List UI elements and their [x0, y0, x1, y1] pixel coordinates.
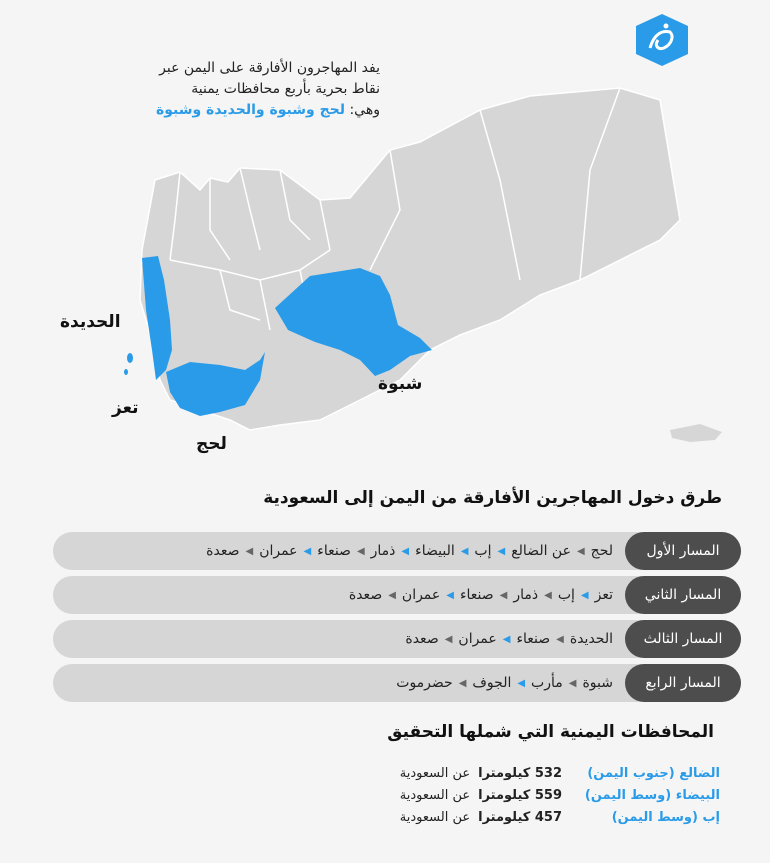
label-shabwa: شبوة: [378, 374, 423, 394]
intro-line-1: يفد المهاجرون الأفارقة على اليمن عبر: [159, 60, 380, 76]
route-stop: ذمار: [513, 587, 539, 603]
route-stop: الحديدة: [569, 631, 613, 647]
intro-line-3-prefix: وهي:: [349, 102, 380, 118]
route-stop: عمران: [401, 587, 441, 603]
route-stop: الجوف: [472, 675, 512, 691]
route-stops: [396, 664, 613, 702]
route-name: المسار الأول: [625, 532, 741, 570]
route-stops: [405, 620, 613, 658]
routes-title: طرق دخول المهاجرين الأفارقة من اليمن إلى السعودية: [263, 488, 722, 508]
route-row: [53, 576, 741, 614]
yemen-map: [60, 80, 750, 480]
label-taiz: تعز: [112, 398, 139, 418]
arrow-left-icon: ◀: [401, 545, 410, 557]
aljazeera-logo-icon: [636, 14, 688, 66]
arrow-left-icon: ◀: [303, 545, 312, 557]
governorate-name: الضالع (جنوب اليمن): [587, 765, 720, 781]
route-stop: صعدة: [348, 587, 383, 603]
intro-line-3-highlight: لحج وشبوة والحديدة وشبوة: [155, 102, 346, 118]
arrow-left-icon: ◀: [388, 589, 396, 601]
governorates-title: المحافظات اليمنية التي شملها التحقيق: [387, 722, 714, 742]
route-name: المسار الثالث: [625, 620, 741, 658]
arrow-left-icon: ◀: [568, 677, 577, 689]
governorate-distance: 532 كيلومترا: [478, 765, 562, 781]
arrow-left-icon: ◀: [502, 633, 511, 645]
governorate-suffix: عن السعودية: [399, 809, 471, 825]
route-stop: صنعاء: [516, 631, 551, 647]
route-row: [53, 620, 741, 658]
route-stop: صنعاء: [459, 587, 494, 603]
governorate-row: [340, 806, 720, 828]
route-stop: البيضاء: [415, 543, 455, 559]
label-lahij: لحج: [196, 434, 227, 454]
route-row: [53, 532, 741, 570]
route-stop: شبوة: [582, 675, 613, 691]
route-name: المسار الثاني: [625, 576, 741, 614]
arrow-left-icon: ◀: [576, 545, 585, 557]
governorate-distance: 457 كيلومترا: [478, 809, 562, 825]
governorate-name: البيضاء (وسط اليمن): [584, 787, 720, 803]
arrow-left-icon: ◀: [499, 589, 508, 601]
arrow-left-icon: ◀: [458, 677, 467, 689]
route-stop: عن الضالع: [511, 543, 571, 559]
arrow-left-icon: ◀: [497, 545, 506, 557]
route-stop: صنعاء: [317, 543, 351, 559]
arrow-left-icon: ◀: [446, 589, 454, 601]
route-stop: إب: [557, 587, 575, 603]
governorate-distance: 559 كيلومترا: [478, 787, 562, 803]
route-row: [53, 664, 741, 702]
socotra-island: [670, 424, 722, 442]
route-stop: حضرموت: [396, 675, 453, 691]
route-stop: إب: [474, 543, 492, 559]
route-stops: [206, 532, 613, 570]
route-stop: لحج: [590, 543, 613, 559]
route-stop: عمران: [458, 631, 497, 647]
route-stop: ذمار: [370, 543, 396, 559]
governorate-name: إب (وسط اليمن): [611, 809, 720, 825]
arrow-left-icon: ◀: [544, 589, 552, 601]
governorate-row: [340, 762, 720, 784]
route-stops: [349, 576, 613, 614]
arrow-left-icon: ◀: [517, 677, 526, 689]
route-stop: صعدة: [405, 631, 439, 647]
governorate-suffix: عن السعودية: [399, 787, 471, 803]
arrow-left-icon: ◀: [245, 545, 254, 557]
island-1: [127, 353, 133, 363]
arrow-left-icon: ◀: [580, 589, 589, 601]
route-stop: عمران: [259, 543, 298, 559]
governorate-row: [340, 784, 720, 806]
route-stop: صعدة: [206, 543, 240, 559]
route-stop: تعز: [594, 587, 613, 603]
arrow-left-icon: ◀: [444, 633, 453, 645]
island-2: [124, 369, 128, 375]
arrow-left-icon: ◀: [356, 545, 365, 557]
arrow-left-icon: ◀: [556, 633, 564, 645]
route-name: المسار الرابع: [625, 664, 741, 702]
route-stop: مأرب: [531, 675, 563, 691]
label-hodeidah: الحديدة: [60, 312, 121, 332]
arrow-left-icon: ◀: [460, 545, 469, 557]
intro-line-2: نقاط بحرية بأربع محافظات يمنية: [191, 81, 380, 97]
governorate-suffix: عن السعودية: [399, 765, 471, 781]
